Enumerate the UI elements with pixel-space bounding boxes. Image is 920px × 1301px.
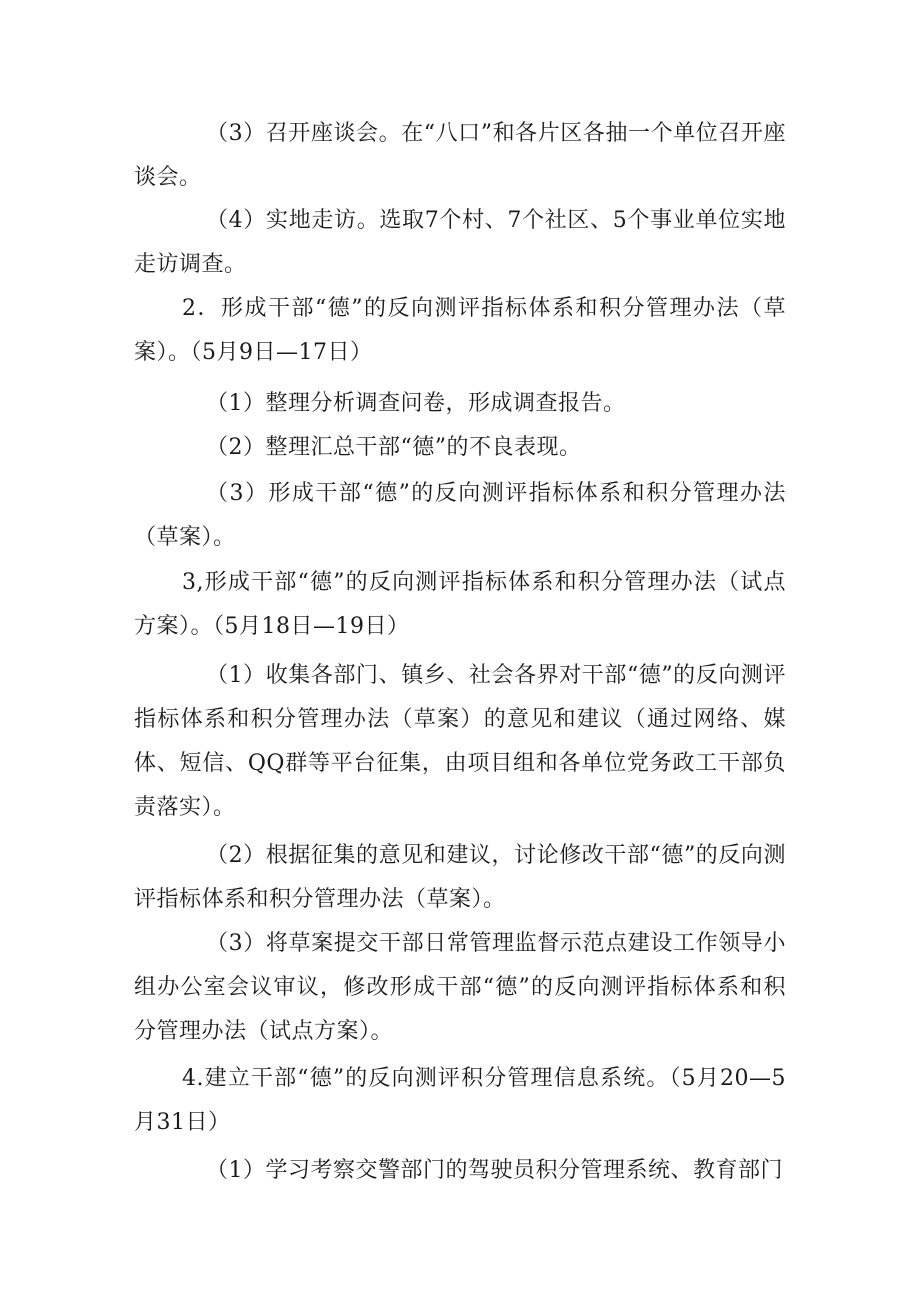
paragraph-2-3-draft: （3）形成干部“德”的反向测评指标体系和积分管理办法（草案）。 xyxy=(134,481,786,550)
paragraph-2-1-questionnaire: （1）整理分析调查问卷，形成调查报告。 xyxy=(206,391,626,416)
paragraph-3-3-submit: （3）将草案提交干部日常管理监督示范点建设工作领导小组办公室会议审议，修改形成干部“德”的反向测评指标体系和积分管理办法（试点方案）。 xyxy=(134,931,786,1044)
paragraph-2-2-summary: （2）整理汇总干部“德”的不良表现。 xyxy=(206,435,582,460)
paragraph-3-2-revise: （2）根据征集的意见和建议，讨论修改干部“德”的反向测评指标体系和积分管理办法（草案）。 xyxy=(134,843,786,912)
paragraph-4-1-study: （1）学习考察交警部门的驾驶员积分管理系统、教育部门 xyxy=(206,1158,783,1183)
section-3-heading: 3,形成干部“德”的反向测评指标体系和积分管理办法（试点方案）。（5月18日—19日） xyxy=(134,570,786,639)
paragraph-4-field-visit: （4）实地走访。选取7个村、7个社区、5个事业单位实地走访调查。 xyxy=(134,208,786,277)
paragraph-3-1-collect-opinions: （1）收集各部门、镇乡、社会各界对干部“德”的反向测评指标体系和积分管理办法（草案）的意见和建议（通过网络、媒体、短信、QQ群等平台征集，由项目组和各单位党务政工干部负责落实）。 xyxy=(134,663,786,820)
section-4-heading: 4.建立干部“德”的反向测评积分管理信息系统。（5月20—5月31日） xyxy=(134,1066,786,1135)
paragraph-3-symposium: （3）召开座谈会。在“八口”和各片区各抽一个单位召开座谈会。 xyxy=(134,121,786,190)
section-2-heading: 2．形成干部“德”的反向测评指标体系和积分管理办法（草案）。（5月9日—17日） xyxy=(134,296,786,365)
